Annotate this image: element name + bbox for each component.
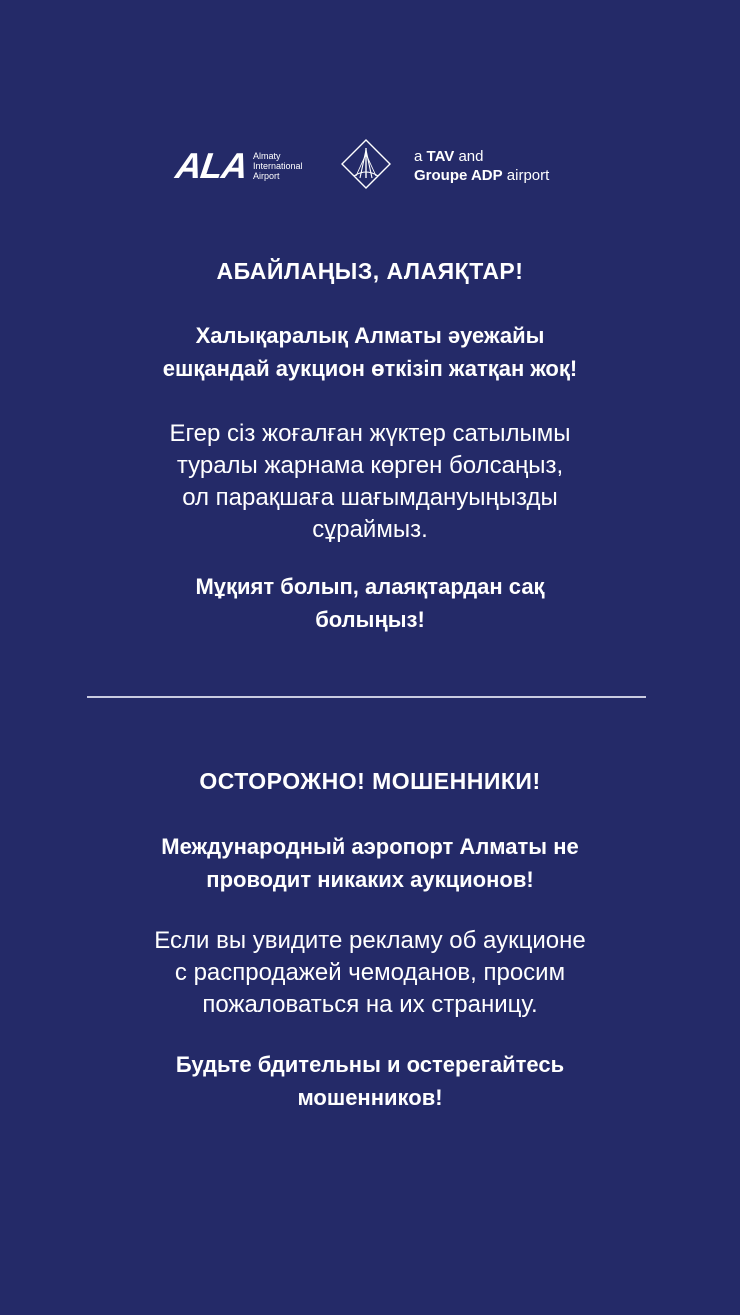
russian-statement-line: проводит никаких аукционов! xyxy=(206,867,534,892)
partner-line-2-suffix: airport xyxy=(502,167,550,184)
kazakh-paragraph-line: сұраймыз. xyxy=(312,516,428,543)
russian-closing-line: Будьте бдительны и остерегайтесь xyxy=(175,1052,565,1077)
russian-statement xyxy=(0,830,740,896)
ala-sub-line: International xyxy=(253,161,303,171)
kazakh-closing-line: болыңыз! xyxy=(315,607,425,632)
ala-sub-line: Almaty xyxy=(253,151,281,161)
russian-paragraph-line: с распродажей чемоданов, просим xyxy=(174,959,566,986)
ala-logo-subtitle xyxy=(253,151,313,181)
russian-statement-line: Международный аэропорт Алматы не xyxy=(161,834,579,859)
partner-line-1-suffix: and xyxy=(454,148,484,165)
kazakh-heading: АБАЙЛАҢЫЗ, АЛАЯҚТАР! xyxy=(216,258,524,284)
kazakh-statement-line: ешқандай аукцион өткізіп жатқан жоқ! xyxy=(162,356,578,381)
kazakh-closing xyxy=(0,570,740,636)
russian-closing xyxy=(0,1048,740,1114)
russian-paragraph-line: Если вы увидите рекламу об аукционе xyxy=(154,927,586,954)
partner-line-1 xyxy=(414,147,549,166)
russian-paragraph-line: пожаловаться на их страницу. xyxy=(202,991,538,1018)
kazakh-statement-line: Халықаралық Алматы әуежайы xyxy=(195,323,545,348)
kazakh-closing-line: Мұқият болып, алаяқтардан сақ xyxy=(195,574,545,599)
section-divider xyxy=(87,696,646,698)
kazakh-paragraph-line: ол парақшаға шағымдануыңызды xyxy=(182,484,558,511)
partner-line-1-prefix: a xyxy=(414,148,427,165)
kazakh-statement xyxy=(0,319,740,385)
header-logos xyxy=(0,138,740,190)
russian-paragraph xyxy=(0,925,740,1021)
russian-closing-line: мошенников! xyxy=(297,1085,443,1110)
ala-logo xyxy=(173,145,313,186)
russian-heading: ОСТОРОЖНО! МОШЕННИКИ! xyxy=(199,768,541,794)
kazakh-paragraph xyxy=(0,418,740,546)
partner-tav: TAV xyxy=(426,148,455,165)
diamond-tower-emblem-icon xyxy=(340,138,392,190)
kazakh-paragraph-line: Егер сіз жоғалған жүктер сатылымы xyxy=(169,420,571,447)
partner-line-2 xyxy=(414,166,549,185)
ala-sub-line: Airport xyxy=(253,171,280,181)
partner-groupe-adp: Groupe ADP xyxy=(414,167,503,184)
partner-text xyxy=(414,147,549,185)
kazakh-paragraph-line: туралы жарнама көрген болсаңыз, xyxy=(176,452,564,479)
ala-logo-mark: ALA xyxy=(173,145,250,186)
